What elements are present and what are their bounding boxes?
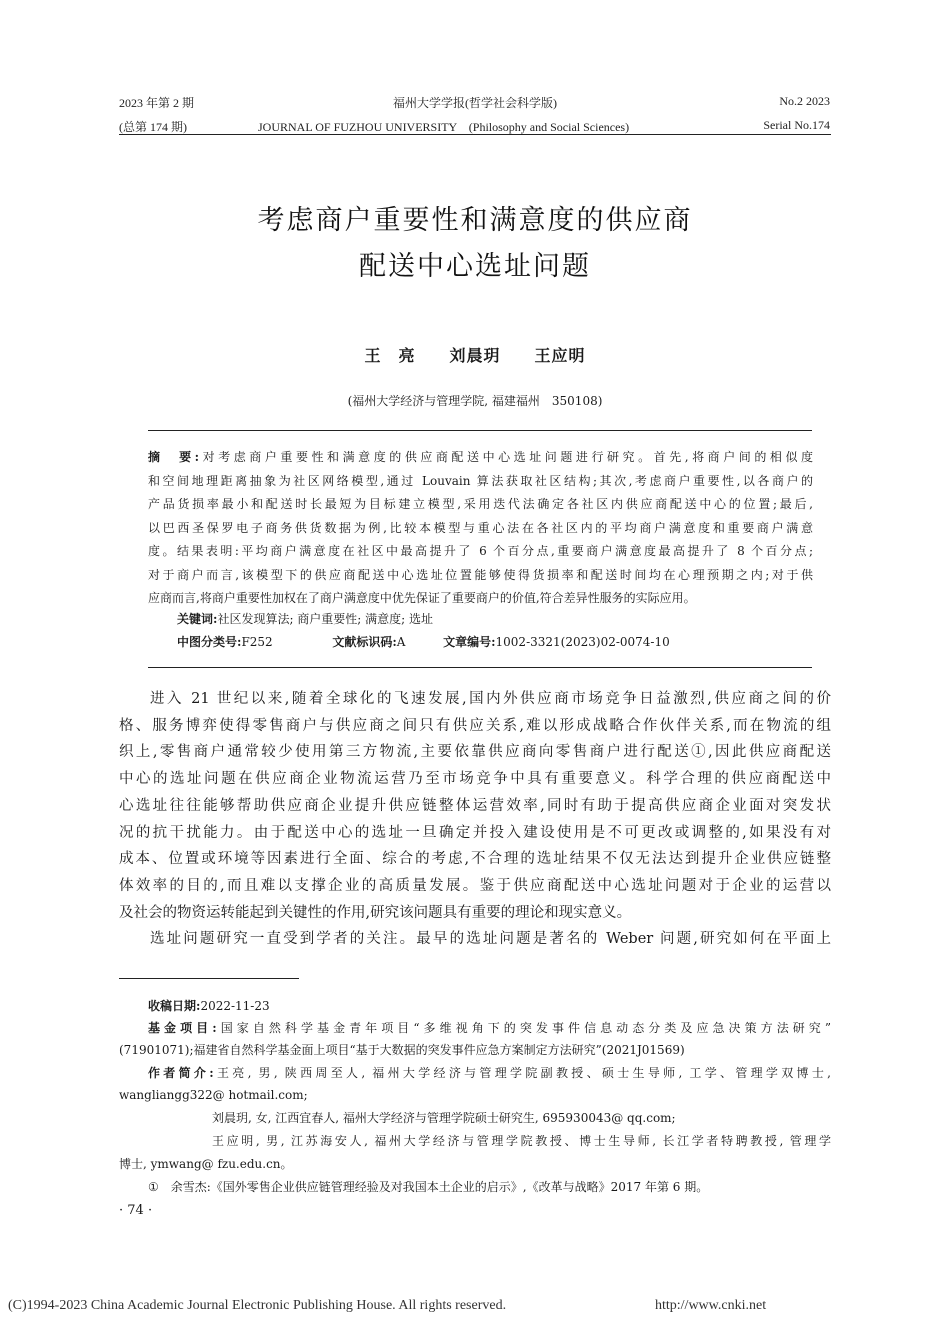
abstract-line-5: 度。结果表明:平均商户满意度在社区中最高提升了 6 个百分点,重要商户满意度最高提升了 8 个百分点; (148, 544, 813, 558)
fund-line-1: 基金项目:国家自然科学基金青年项目“多维视角下的突发事件信息动态分类及应急决策方法研究” (148, 1021, 831, 1035)
body-para1-line-8: 体效率的目的,而且难以支撑企业的高质量发展。鉴于供应商配送中心选址问题对于企业的运营以 (119, 877, 831, 894)
footnote-marker: ① (148, 1180, 159, 1194)
title-line-1: 考虑商户重要性和满意度的供应商 (257, 205, 693, 236)
received-date: 收稿日期:2022-11-23 (148, 999, 270, 1013)
body-para1-line-5: 心选址往往能够帮助供应商企业提升供应链整体运营效率,同时有助于提高供应商企业面对突发状 (119, 797, 831, 814)
author3-line-1: 王应明, 男, 江苏海安人, 福州大学经济与管理学院教授、博士生导师, 长江学者特聘教授, 管理学 (212, 1134, 831, 1148)
abstract-line-2: 和空间地理距离抽象为社区网络模型,通过 Louvain 算法获取社区结构;其次,考虑商户重要性,以各商户的 (148, 473, 813, 488)
keywords-label: 关键词: (177, 612, 218, 626)
abstract-line-1: 摘 要:对考虑商户重要性和满意度的供应商配送中心选址问题进行研究。首先,将商户间的相似度 (148, 450, 813, 464)
body-para1-line-4: 中心的选址问题在供应商企业物流运营乃至市场竞争中具有重要意义。科学合理的供应商配送中 (119, 771, 831, 788)
author2: 刘晨玥, 女, 江西宜春人, 福州大学经济与管理学院硕士研究生, 695930043@ qq.com; (212, 1111, 676, 1125)
keywords (177, 608, 777, 632)
footnote-rule (119, 978, 299, 979)
header-journal-en: JOURNAL OF FUZHOU UNIVERSITY (Philosophy and Social Sciences) (258, 120, 630, 134)
body-para1-line-3: 织上,零售商户通常较少使用第三方物流,主要依靠供应商向零售商户进行配送①,因此供应商配送 (119, 744, 831, 761)
body-para1-line-7: 成本、位置或环境等因素进行全面、综合的考虑,不合理的选址结果不仅无法达到提升企业供应链整 (119, 851, 831, 868)
header-serial: Serial No.174 (763, 118, 830, 132)
keywords-text: 社区发现算法; 商户重要性; 满意度; 选址 (217, 612, 434, 626)
title-line-2: 配送中心选址问题 (359, 251, 591, 282)
abstract-label: 摘 要: (148, 450, 200, 464)
header-journal-cn: 福州大学学报(哲学社会科学版) (393, 96, 557, 110)
abstract-top-rule (148, 430, 812, 431)
footnote-1: ① 余雪杰:《国外零售企业供应链管理经验及对我国本土企业的启示》,《改革与战略》2017 年第 6 期。 (148, 1180, 709, 1194)
clc-code: F252 (241, 635, 273, 649)
author1-line-1: 作者简介:王亮, 男, 陕西周至人, 福州大学经济与管理学院副教授、硕士生导师, 工学、管理学双博士, (148, 1066, 831, 1080)
page-number: · 74 · (119, 1203, 153, 1218)
doc-code: A (396, 635, 406, 649)
abstract-line-6: 对于商户而言,该模型下的供应商配送中心选址位置能够使得货损率和配送时间均在心理预期之内;对于供 (148, 567, 813, 582)
abstract-line-7: 应商而言,将商户重要性加权在了商户满意度中优先保证了重要商户的价值,符合差异性服务的实际应用。 (148, 591, 696, 605)
author1-line-2: wangliangg322@ hotmail.com; (119, 1088, 308, 1102)
cnki-link[interactable]: http://www.cnki.net (655, 1298, 767, 1313)
header-total-issue: (总第 174 期) (119, 120, 187, 134)
author3-line-2: 博士, ymwang@ fzu.edu.cn。 (119, 1157, 293, 1171)
body-para1-line-6: 况的抗干扰能力。由于配送中心的选址一旦确定并投入建设使用是不可更改或调整的,如果没有对 (119, 824, 831, 841)
abstract-line-4: 以巴西圣保罗电子商务供货数据为例,比较本模型与重心法在各社区内的平均商户满意度和重要商户满意 (148, 520, 813, 535)
article-number: 1002-3321(2023)02-0074-10 (495, 635, 670, 649)
body-para1-line-2: 格、服务博弈使得零售商户与供应商之间只有供应关系,难以形成战略合作伙伴关系,而在物流的组 (119, 717, 831, 734)
copyright-notice: (C)1994-2023 China Academic Journal Electronic Publishing House. All rights reserved. (8, 1298, 507, 1313)
body-para1-line-9: 及社会的物资运转能起到关键性的作用,研究该问题具有重要的理论和现实意义。 (119, 904, 632, 921)
body-para1-line-1: 进入 21 世纪以来,随着全球化的飞速发展,国内外供应商市场竞争日益激烈,供应商之间的价 (150, 691, 831, 707)
classification-row: 中图分类号:F252 文献标识码:A 文章编号:1002-3321(2023)02-0074-10 (177, 635, 670, 649)
affiliation: (福州大学经济与管理学院, 福建福州 350108) (347, 394, 603, 408)
fund-line-2: (71901071);福建省自然科学基金面上项目“基于大数据的突发事件应急方案制定方法研究”(2021J01569) (119, 1043, 685, 1057)
header-issue: 2023 年第 2 期 (119, 96, 195, 110)
header-rule (119, 134, 831, 135)
abstract-bottom-rule (148, 667, 812, 668)
authors: 王 亮 刘晨玥 王应明 (364, 346, 586, 365)
abstract-line-3: 产品货损率最小和配送时长最短为目标建立模型,采用迭代法确定各社区内供应商配送中心的位置;最后, (148, 497, 813, 511)
body-para2-line-1: 选址问题研究一直受到学者的关注。最早的选址问题是著名的 Weber 问题,研究如何在平面上 (150, 931, 831, 948)
header-no: No.2 2023 (779, 94, 830, 108)
